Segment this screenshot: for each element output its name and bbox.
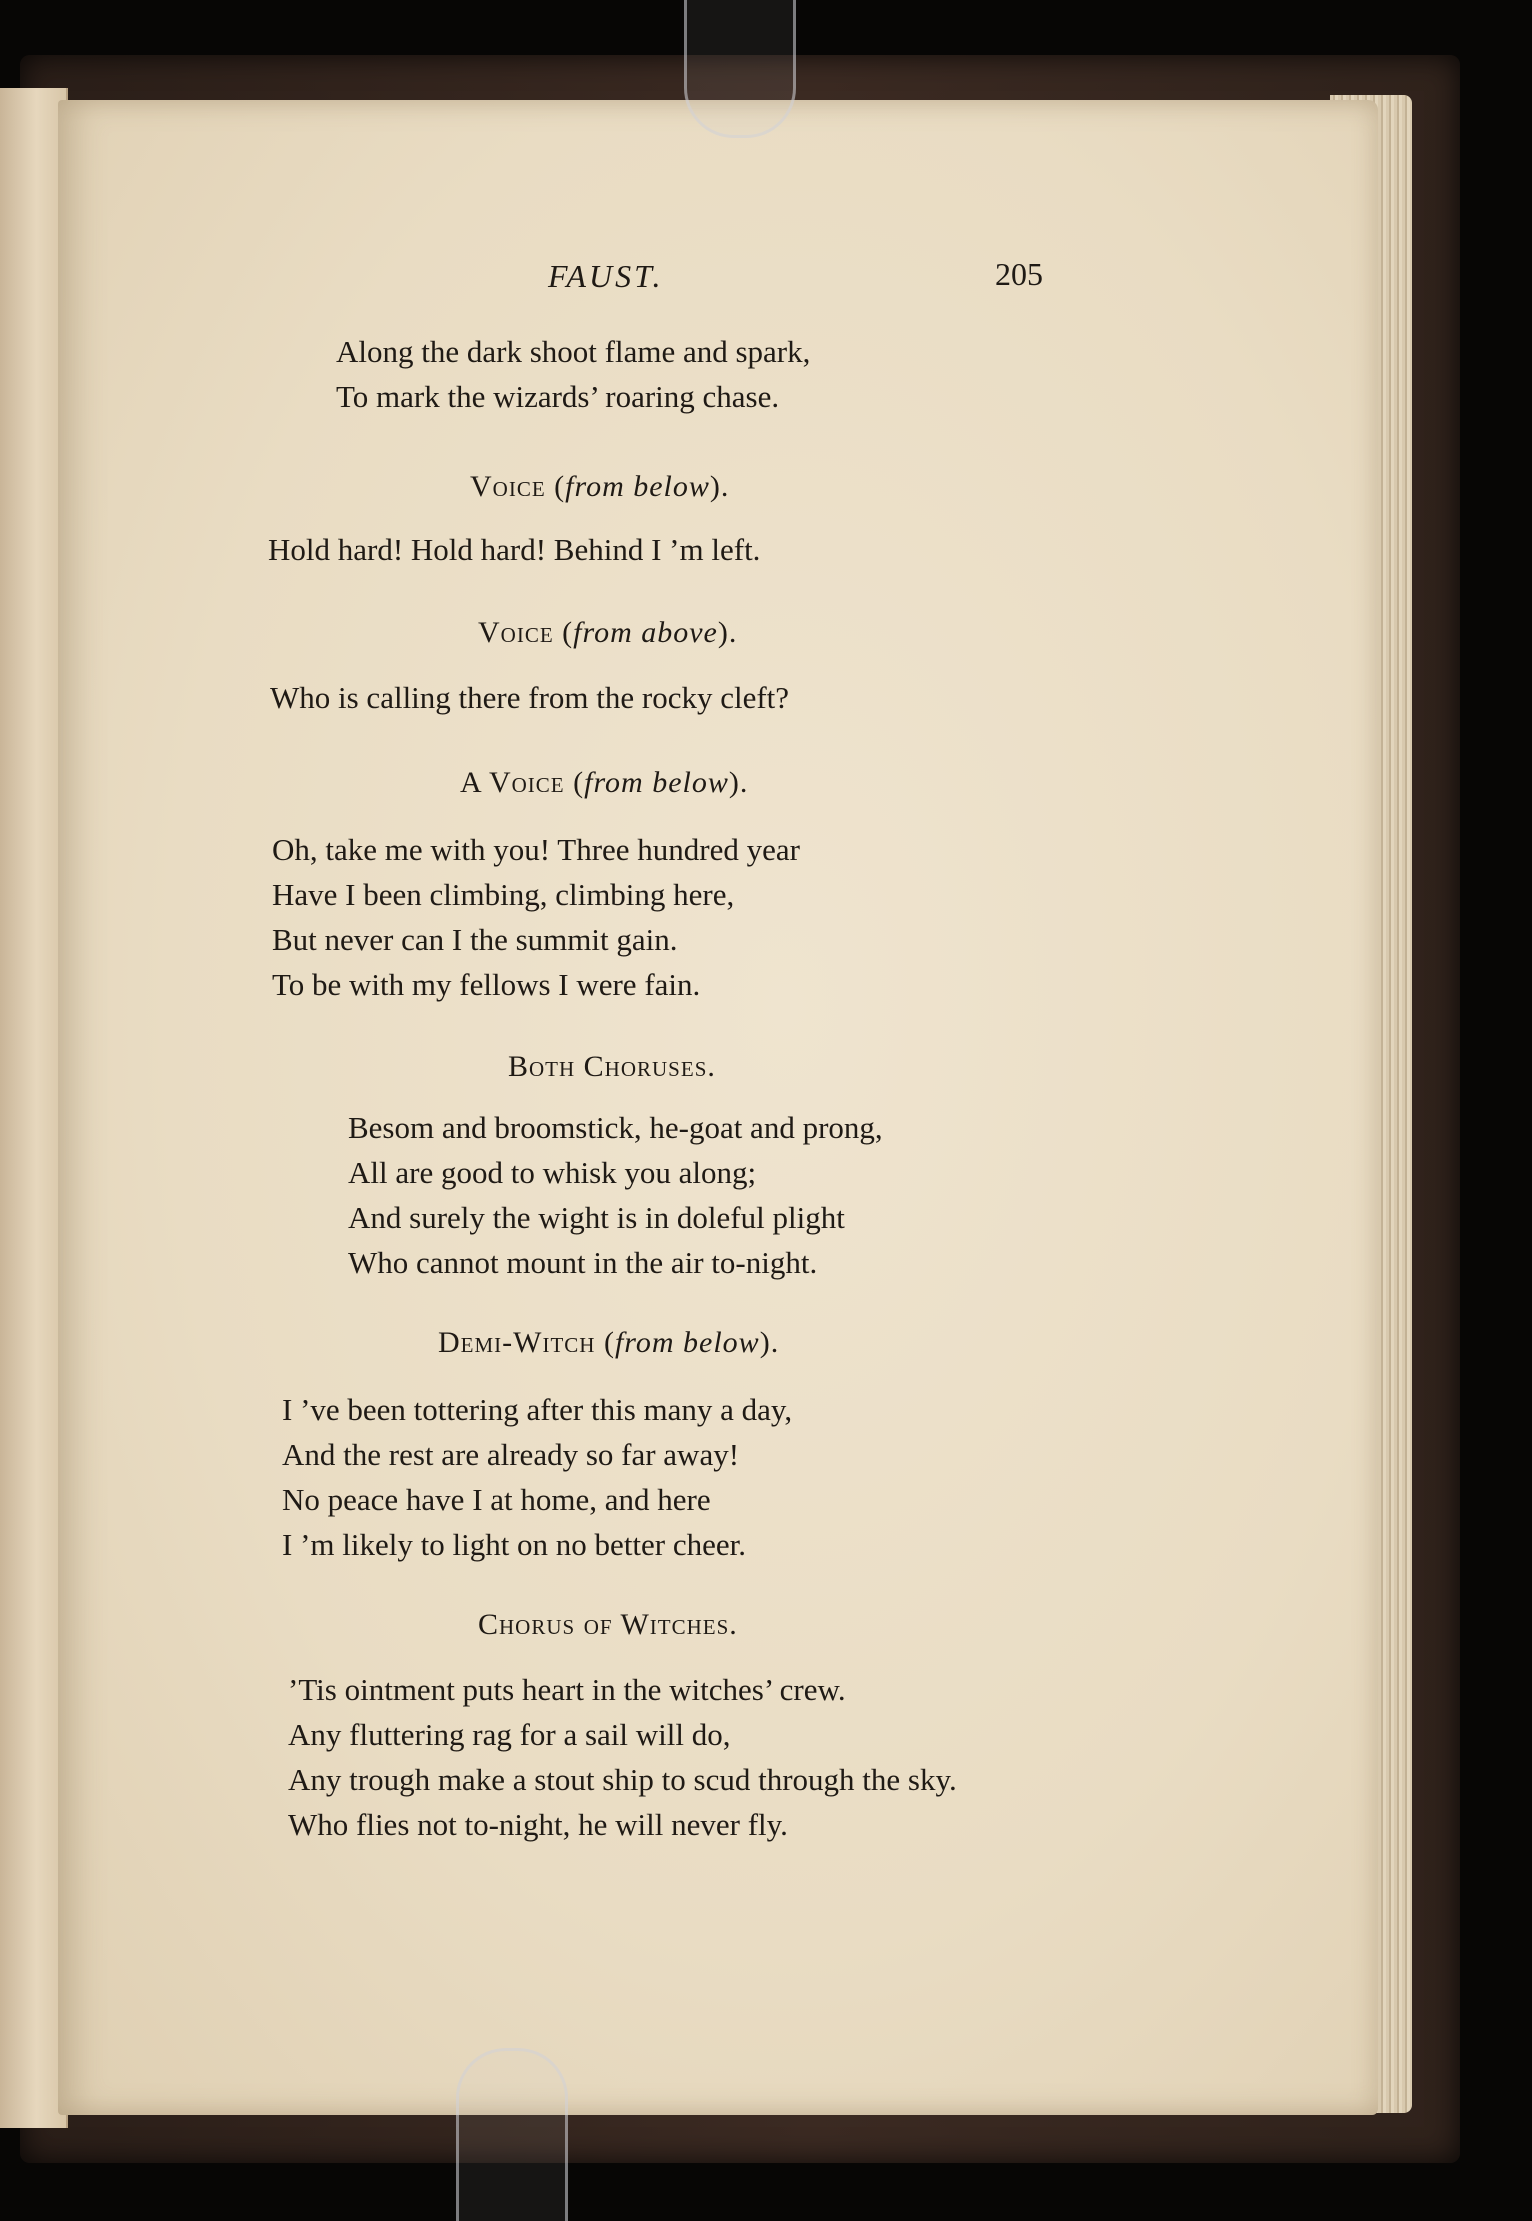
speaker-name: Voice bbox=[470, 470, 546, 503]
speaker-name: A Voice bbox=[460, 766, 565, 799]
verse-line: No peace have I at home, and here bbox=[282, 1482, 711, 1517]
verse-line: Who flies not to-night, he will never fly. bbox=[288, 1807, 788, 1842]
bottom-page-clip bbox=[456, 2048, 568, 2221]
speaker-heading: Demi-Witch (from below). bbox=[438, 1326, 780, 1359]
verse-line: ’Tis ointment puts heart in the witches’ crew. bbox=[288, 1672, 846, 1707]
verse-line: To be with my fellows I were fain. bbox=[272, 967, 701, 1002]
page-number: 205 bbox=[995, 256, 1043, 292]
verse-line: Along the dark shoot flame and spark, bbox=[336, 334, 811, 369]
verse-block bbox=[348, 1106, 883, 1286]
stage-direction: from below bbox=[614, 1326, 760, 1359]
verse-line: Hold hard! Hold hard! Behind I ’m left. bbox=[268, 532, 761, 567]
speaker-heading bbox=[508, 1050, 716, 1084]
verse-block bbox=[288, 1668, 957, 1848]
verse-line: Oh, take me with you! Three hundred year bbox=[272, 832, 800, 867]
verse-line: Besom and broomstick, he-goat and prong, bbox=[348, 1110, 883, 1145]
verse-line: And surely the wight is in doleful plight bbox=[348, 1200, 845, 1235]
speaker-name: Demi-Witch bbox=[438, 1326, 596, 1359]
speaker-name: Voice bbox=[478, 616, 554, 649]
verse-line: Who is calling there from the rocky cleft? bbox=[270, 680, 790, 715]
speaker-heading: Voice (from below). bbox=[470, 470, 730, 503]
verse-line: I ’m likely to light on no better cheer. bbox=[282, 1527, 747, 1562]
verse-line: And the rest are already so far away! bbox=[282, 1437, 740, 1472]
stage-direction: from below bbox=[565, 470, 710, 503]
verse-block bbox=[272, 828, 800, 1008]
speaker-heading: A Voice (from below). bbox=[460, 766, 749, 799]
speaker-name: Chorus of Witches. bbox=[478, 1608, 738, 1641]
verse-line: To mark the wizards’ roaring chase. bbox=[336, 379, 780, 414]
running-title: FAUST. bbox=[548, 258, 664, 294]
verse-line: I ’ve been tottering after this many a day, bbox=[282, 1392, 793, 1427]
verse-block bbox=[282, 1388, 792, 1568]
verse-line: Have I been climbing, climbing here, bbox=[272, 877, 735, 912]
verse-block bbox=[268, 528, 760, 573]
speaker-heading bbox=[478, 1608, 738, 1642]
verse-line: Who cannot mount in the air to-night. bbox=[348, 1245, 818, 1280]
verse-line: Any trough make a stout ship to scud through the sky. bbox=[288, 1762, 957, 1797]
top-page-clip bbox=[684, 0, 796, 138]
verse-line: Any fluttering rag for a sail will do, bbox=[288, 1717, 731, 1752]
verse-line: But never can I the summit gain. bbox=[272, 922, 678, 957]
verse-block bbox=[270, 676, 789, 721]
stage-direction: from above bbox=[573, 616, 718, 649]
verse-block bbox=[336, 330, 810, 420]
stage-direction: from below bbox=[584, 766, 729, 799]
speaker-heading: Voice (from above). bbox=[478, 616, 738, 649]
speaker-name: Both Choruses. bbox=[508, 1050, 716, 1083]
verse-line: All are good to whisk you along; bbox=[348, 1155, 757, 1190]
